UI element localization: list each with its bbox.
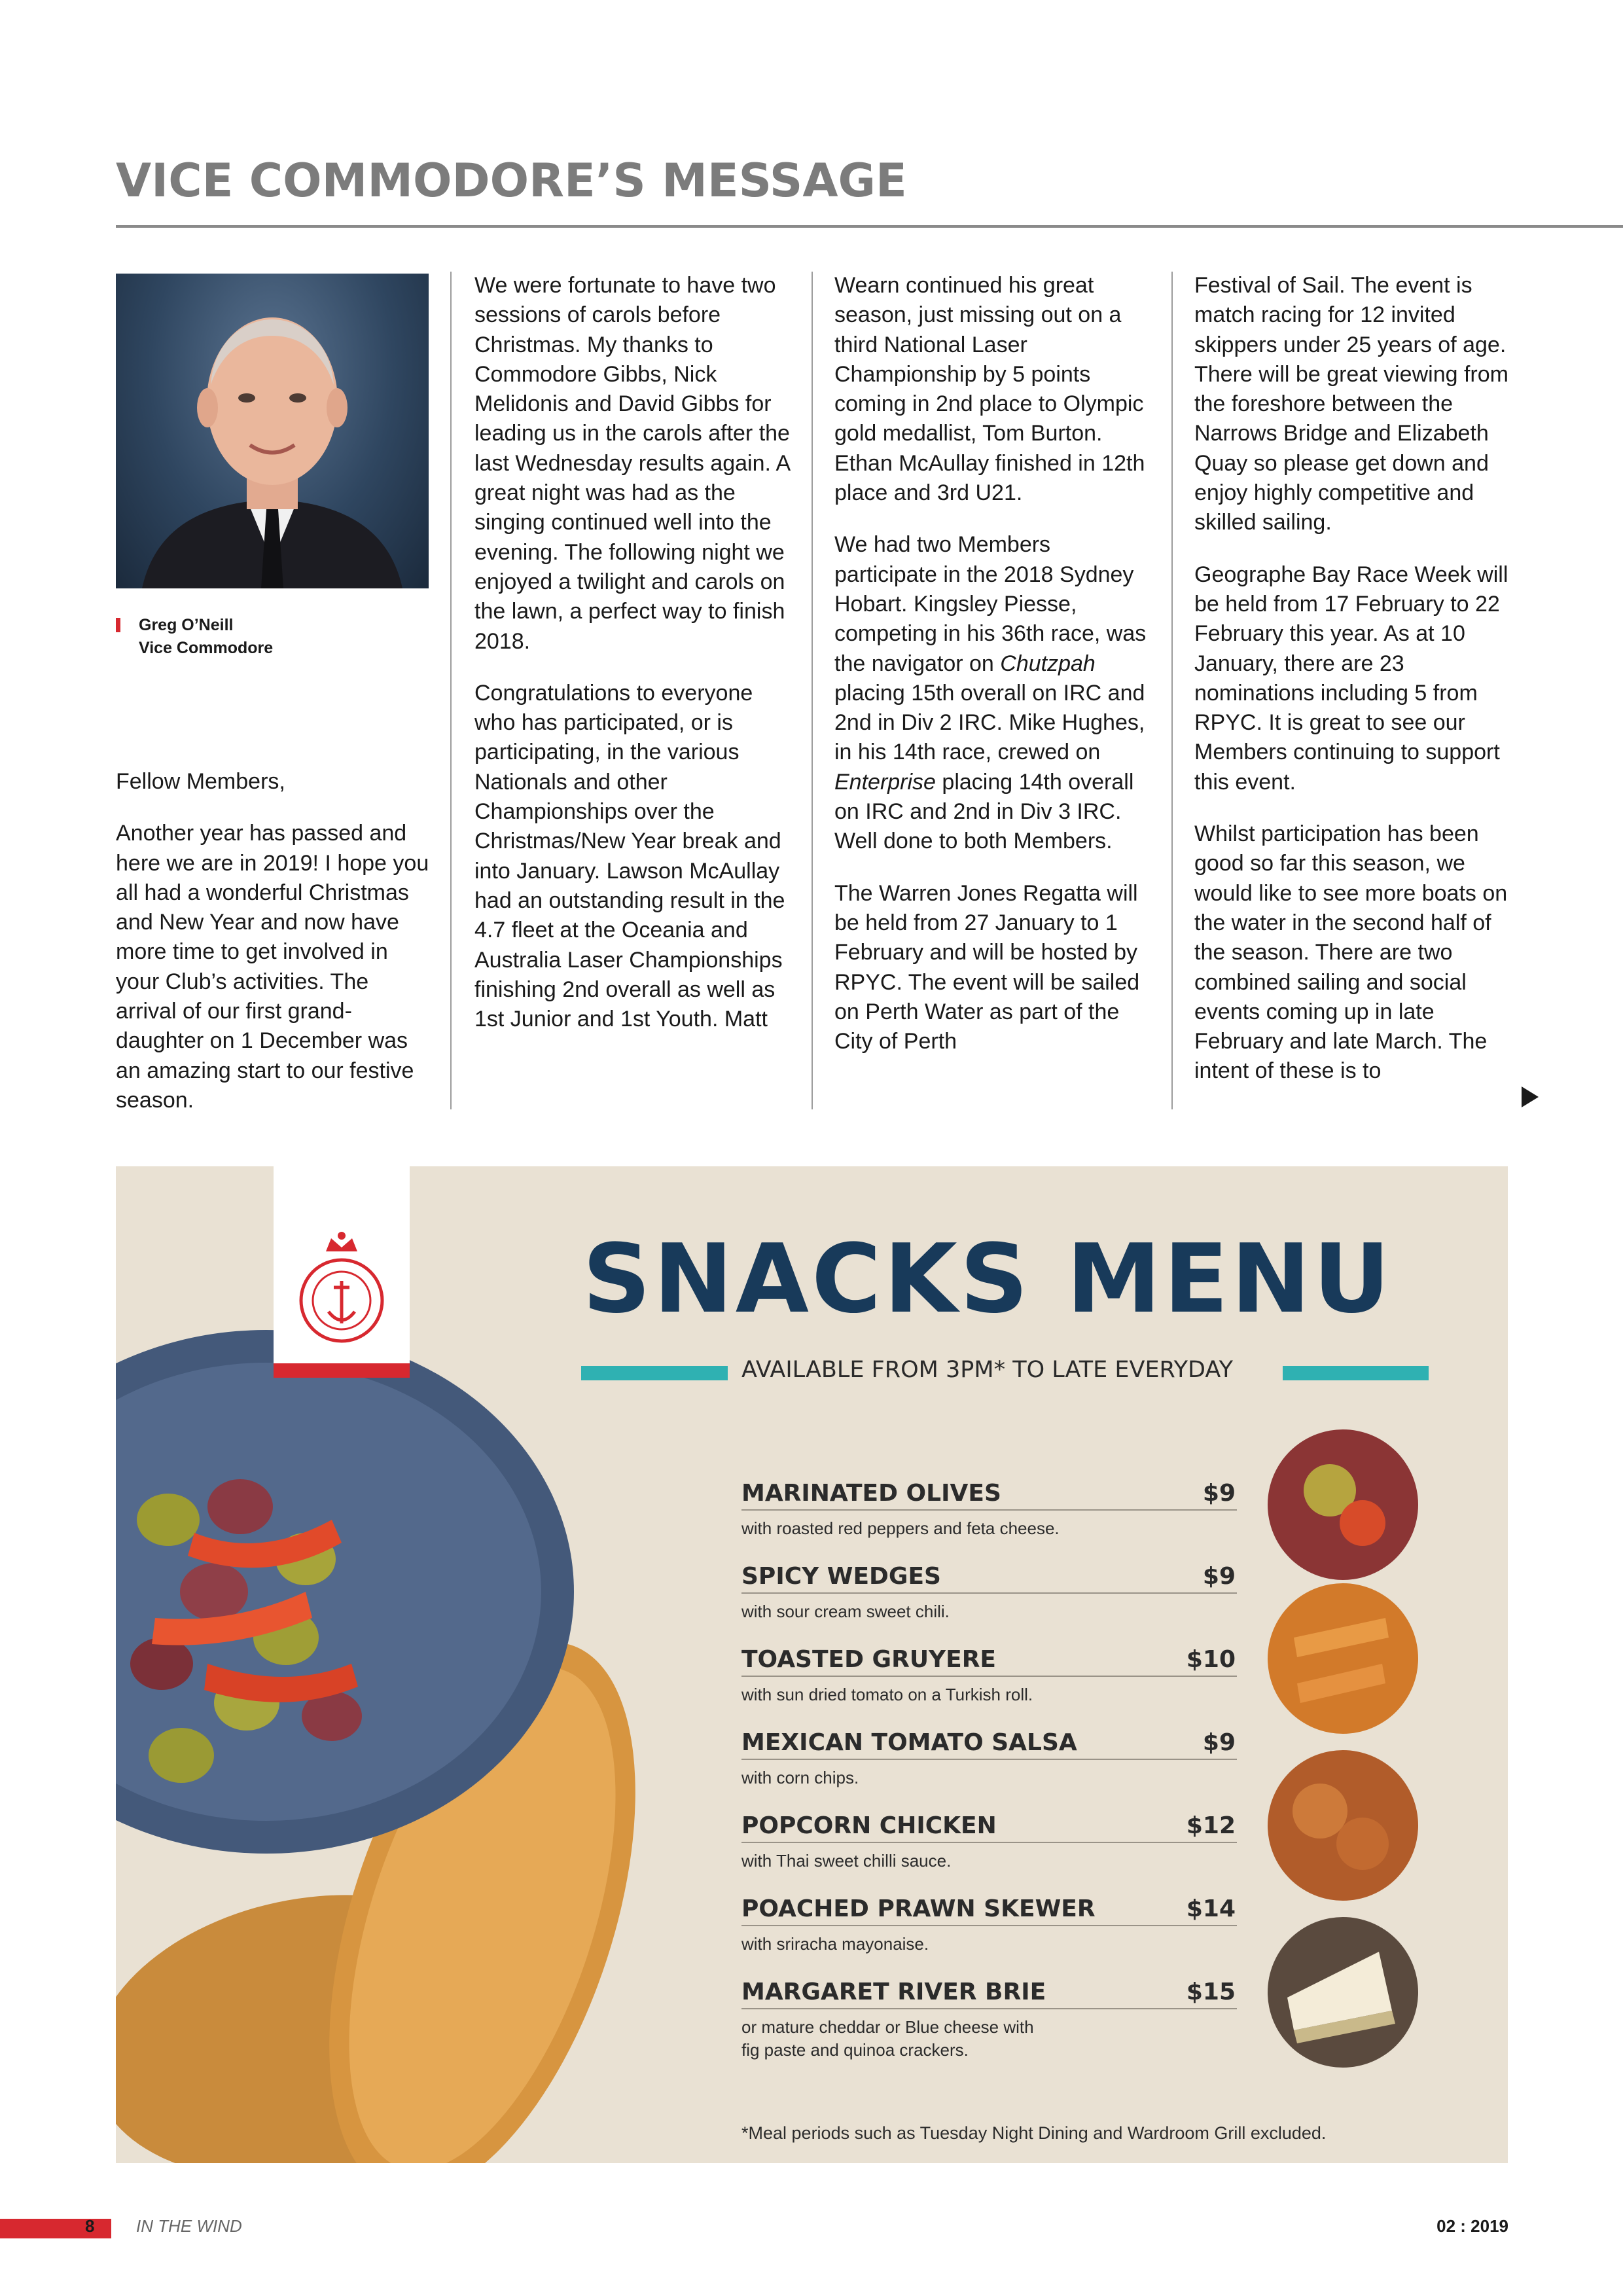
footer-accent-bar [0,2219,111,2238]
publication-name: IN THE WIND [136,2216,242,2236]
article-column-1 [116,767,430,1115]
paragraph: Wearn continued his great season, just missing out on a third National Laser Championship by 5 points coming in 2nd place to Olympic gold medallist, Tom Burton. Ethan McAullay finished in 12th place and 3rd U21. [834,273,1145,506]
paragraph: Congratulations to everyone who has participated, or is participating, in the various Nationals and other Championships over the Christmas/New Year break and into January. Lawson McAullay had an outstanding result in the 4.7 fleet at the Oceania and Australia Laser Championships finishing 2nd overall as well as 1st Junior and 1st Youth. Matt [474,680,785,1032]
title-rule [116,225,1623,228]
menu-footnote: *Meal periods such as Tuesday Night Dining and Wardroom Grill excluded. [741,2123,1327,2143]
menu-item [741,1478,1237,1540]
paragraph: Another year has passed and here we are in 2019! I hope you all had a wonderful Christmas and New Year and now have more time to get involved in your Club’s activities. The arrival of our first grand-daughter on 1 December was an amazing start to our festive season. [116,821,429,1113]
boat-name: Enterprise [834,769,936,795]
menu-item [741,1561,1237,1623]
text-span: We had two Members participate in the 2018 Sydney Hobart. Kingsley Piesse, competing in his 36th race, was the navigator on [834,532,1147,676]
article-column-3 [834,271,1155,1056]
text-span: placing 14th overall on IRC and 2nd in Div 3 IRC. Well done to both Members. [834,769,1134,854]
subtitle-rule-left [581,1366,728,1380]
column-divider [812,272,813,1109]
menu-subtitle: AVAILABLE FROM 3PM* TO LATE EVERYDAY [741,1357,1233,1383]
vice-commodore-portrait [116,274,429,588]
subtitle-rule-right [1283,1366,1429,1380]
issue-number: 02 : 2019 [1436,2216,1508,2236]
paragraph: Fellow Members, [116,769,285,794]
menu-item-name: POPCORN CHICKEN [741,1812,997,1839]
paragraph: Geographe Bay Race Week will be held from 17 February to 22 February this year. As at 10 January, there are 23 nominations including 5 from RPYC. It is great to see our Members continuing to support this event. [1194,562,1508,795]
menu-item-name: MEXICAN TOMATO SALSA [741,1729,1077,1756]
menu-item-name: MARGARET RIVER BRIE [741,1979,1046,2005]
article-column-4 [1194,271,1515,1086]
logo-accent-bar [274,1363,410,1378]
continue-arrow-icon[interactable] [1522,1086,1539,1107]
menu-item [741,1893,1237,1956]
menu-item-price: $9 [1202,1563,1236,1590]
menu-item-price: $9 [1202,1480,1236,1507]
menu-item-name: MARINATED OLIVES [741,1480,1001,1507]
column-divider [1171,272,1173,1109]
menu-item-description: with roasted red peppers and feta cheese. [741,1518,1060,1538]
menu-item [741,1810,1237,1873]
menu-item-description: with corn chips. [741,1768,859,1787]
text-span: placing 15th overall on IRC and 2nd in Div 2 IRC. Mike Hughes, in his 14th race, crewed on [834,680,1145,765]
caption-role: Vice Commodore [139,639,274,657]
article-column-2 [474,271,795,1034]
paragraph: Whilst participation has been good so far this season, we would like to see more boats on the water in the second half of the season. There are two combined sailing and social events coming up in late February and late March. The intent of these is to [1194,821,1508,1084]
menu-item-name: SPICY WEDGES [741,1563,941,1590]
menu-item [741,1644,1237,1706]
menu-item [741,1977,1237,2062]
menu-item-description: with sour cream sweet chili. [741,1602,950,1621]
column-divider [450,272,452,1109]
club-logo [274,1166,410,1378]
paragraph: Festival of Sail. The event is match racing for 12 invited skippers under 25 years of age. There will be great viewing from the foreshore between the Narrows Bridge and Elizabeth Quay so please get down and enjoy highly competitive and skilled sailing. [1194,273,1508,535]
menu-item-description: or mature cheddar or Blue cheese with [741,2017,1034,2037]
paragraph: The Warren Jones Regatta will be held from 27 January to 1 February and will be hosted by RPYC. The event will be sailed on Perth Water as part of the City of Perth [834,880,1140,1054]
paragraph: We were fortunate to have two sessions of carols before Christmas. My thanks to Commodore Gibbs, Nick Melidonis and David Gibbs for leading us in the carols after the last Wednesday results again. A great night was had as the singing continued well into the evening. The following night we enjoyed a twilight and carols on the lawn, a perfect way to finish 2018. [474,273,790,654]
page-number: 8 [85,2216,95,2236]
menu-item-name: TOASTED GRUYERE [741,1646,997,1673]
menu-item-price: $14 [1186,1895,1236,1922]
menu-title: SNACKS MENU [582,1224,1393,1335]
menu-item-description: with sriracha mayonaise. [741,1934,929,1954]
menu-item-description: with sun dried tomato on a Turkish roll. [741,1685,1033,1704]
menu-item-price: $10 [1186,1646,1236,1673]
paragraph [834,530,1155,856]
menu-item-description-line2: fig paste and quinoa crackers. [741,2040,969,2060]
caption-marker [116,618,120,632]
menu-item-price: $9 [1202,1729,1236,1756]
menu-item-price: $12 [1186,1812,1236,1839]
caption-name: Greg O’Neill [139,616,234,634]
menu-item [741,1727,1237,1789]
page-title: VICE COMMODORE’S MESSAGE [116,154,907,207]
boat-name: Chutzpah [1000,651,1096,676]
menu-item-name: POACHED PRAWN SKEWER [741,1895,1096,1922]
menu-item-description: with Thai sweet chilli sauce. [741,1851,952,1871]
menu-item-price: $15 [1186,1979,1236,2005]
